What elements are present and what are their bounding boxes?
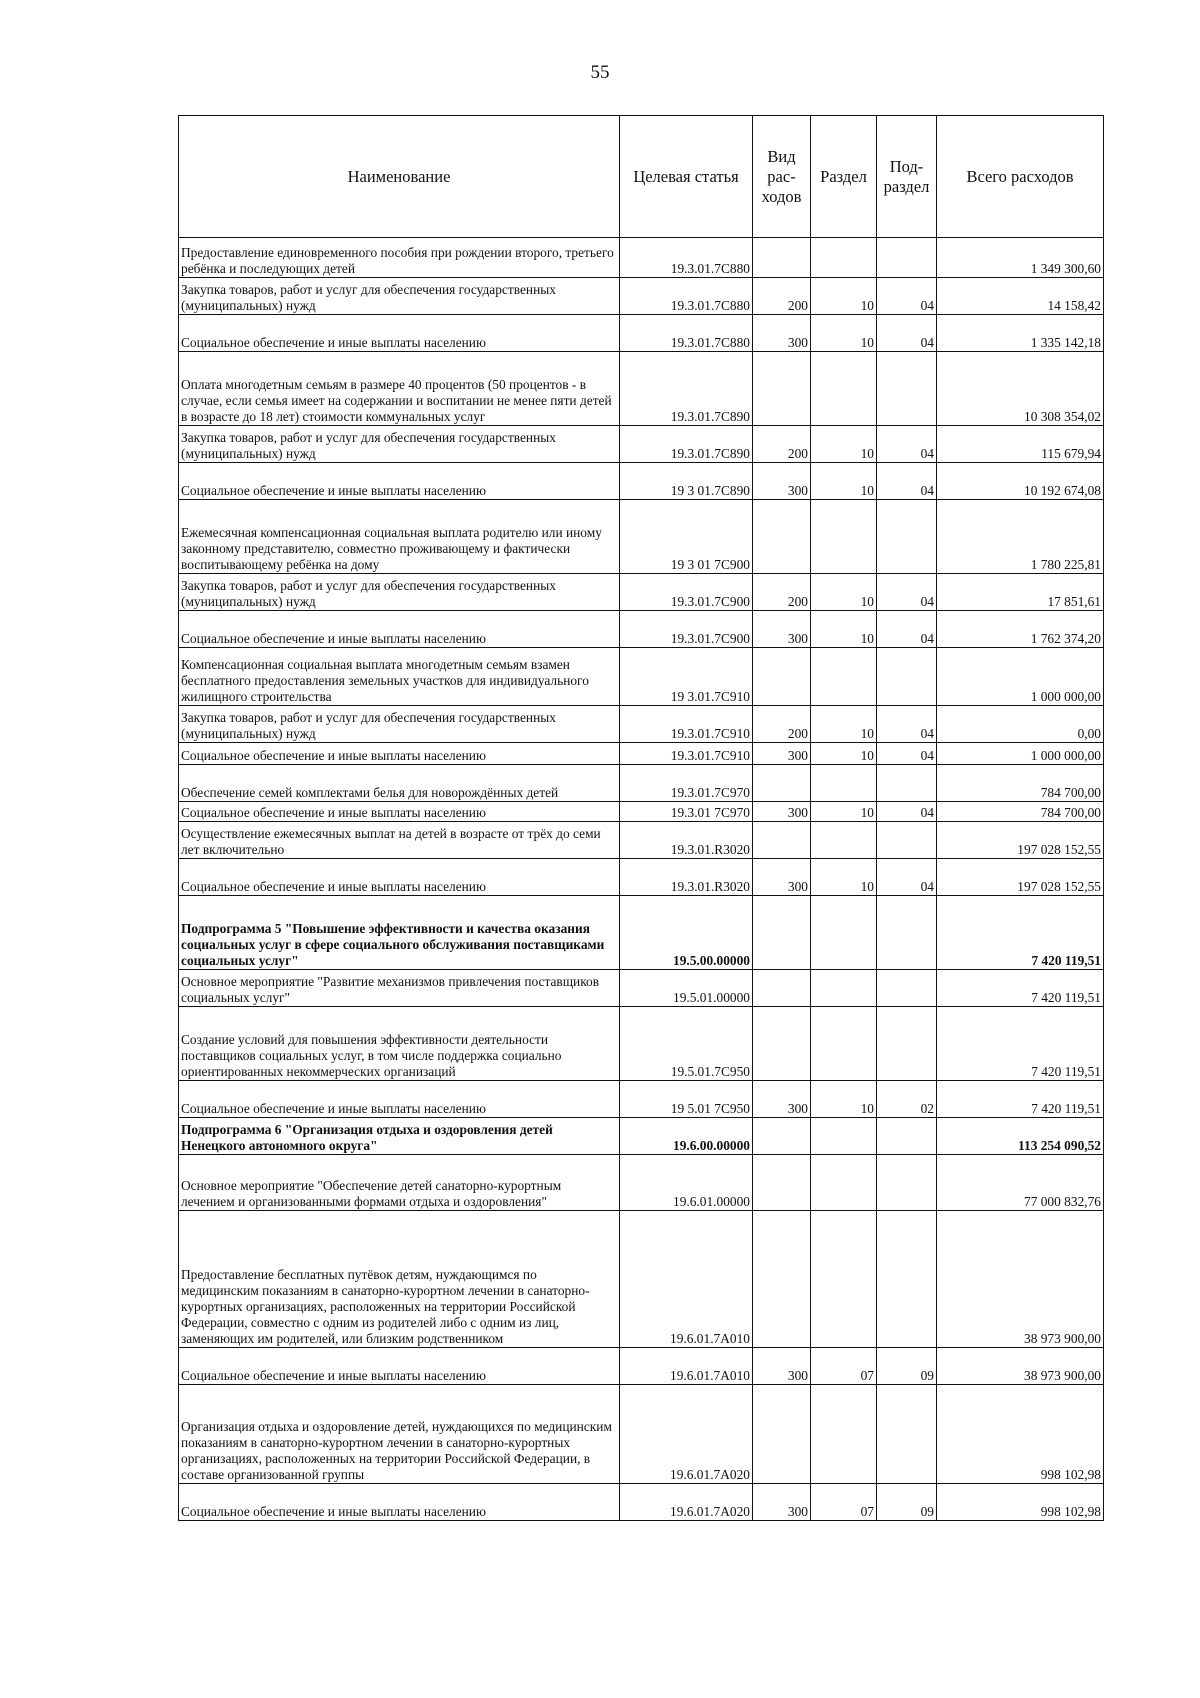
table-row bbox=[179, 426, 1104, 463]
row-total: 38 973 900,00 bbox=[937, 1211, 1104, 1348]
header-section: Раздел bbox=[811, 116, 877, 238]
row-section: 10 bbox=[811, 802, 877, 822]
row-subsection: 02 bbox=[877, 1081, 937, 1118]
row-name: Закупка товаров, работ и услуг для обеспечения государственных (муниципальных) нужд bbox=[179, 574, 620, 611]
row-section bbox=[811, 1118, 877, 1155]
table-row bbox=[179, 1211, 1104, 1348]
row-kind: 200 bbox=[753, 278, 811, 315]
row-total: 14 158,42 bbox=[937, 278, 1104, 315]
table-row bbox=[179, 611, 1104, 648]
row-kind bbox=[753, 648, 811, 706]
row-total: 998 102,98 bbox=[937, 1484, 1104, 1521]
table-row bbox=[179, 238, 1104, 278]
row-name: Социальное обеспечение и иные выплаты населению bbox=[179, 743, 620, 765]
row-name: Осуществление ежемесячных выплат на детей в возрасте от трёх до семи лет включительно bbox=[179, 822, 620, 859]
row-target: 19 3 01.7С890 bbox=[620, 463, 753, 500]
row-total: 113 254 090,52 bbox=[937, 1118, 1104, 1155]
row-name: Обеспечение семей комплектами белья для новорождённых детей bbox=[179, 765, 620, 802]
row-subsection bbox=[877, 765, 937, 802]
row-name: Закупка товаров, работ и услуг для обеспечения государственных (муниципальных) нужд bbox=[179, 278, 620, 315]
row-kind: 300 bbox=[753, 315, 811, 352]
row-section: 10 bbox=[811, 315, 877, 352]
table-row bbox=[179, 765, 1104, 802]
row-subsection bbox=[877, 1385, 937, 1484]
row-target: 19.3.01.R3020 bbox=[620, 859, 753, 896]
row-kind bbox=[753, 1118, 811, 1155]
row-subsection: 09 bbox=[877, 1348, 937, 1385]
row-kind: 200 bbox=[753, 574, 811, 611]
row-subsection: 04 bbox=[877, 802, 937, 822]
row-target: 19.6.01.7А010 bbox=[620, 1211, 753, 1348]
row-name: Социальное обеспечение и иные выплаты населению bbox=[179, 1081, 620, 1118]
header-total: Всего расходов bbox=[937, 116, 1104, 238]
row-total: 38 973 900,00 bbox=[937, 1348, 1104, 1385]
row-target: 19.6.01.00000 bbox=[620, 1155, 753, 1211]
row-subsection bbox=[877, 648, 937, 706]
row-section: 10 bbox=[811, 426, 877, 463]
table-row bbox=[179, 1348, 1104, 1385]
row-target: 19.3.01.7С890 bbox=[620, 352, 753, 426]
row-total: 784 700,00 bbox=[937, 802, 1104, 822]
table-body bbox=[179, 238, 1104, 1521]
row-subsection: 04 bbox=[877, 426, 937, 463]
table-row bbox=[179, 574, 1104, 611]
row-section: 07 bbox=[811, 1348, 877, 1385]
row-target: 19.3.01.7С910 bbox=[620, 706, 753, 743]
row-kind: 300 bbox=[753, 743, 811, 765]
row-kind: 300 bbox=[753, 859, 811, 896]
row-section bbox=[811, 970, 877, 1007]
row-target: 19.3.01 7С970 bbox=[620, 802, 753, 822]
row-name: Создание условий для повышения эффективности деятельности поставщиков социальных услуг, в том числе поддержка социально ориентированных некоммерческих организаций bbox=[179, 1007, 620, 1081]
row-subsection: 04 bbox=[877, 278, 937, 315]
row-section: 10 bbox=[811, 706, 877, 743]
row-target: 19.3.01.7С970 bbox=[620, 765, 753, 802]
row-section bbox=[811, 896, 877, 970]
row-name: Организация отдыха и оздоровление детей, нуждающихся по медицинским показаниям в санаторно-курортном лечении в санаторно-курортных организациях, расположенных на территории Российской Федерации, в составе организованной группы bbox=[179, 1385, 620, 1484]
row-total: 0,00 bbox=[937, 706, 1104, 743]
row-subsection: 04 bbox=[877, 611, 937, 648]
row-subsection bbox=[877, 238, 937, 278]
row-section bbox=[811, 500, 877, 574]
table-row bbox=[179, 802, 1104, 822]
row-subsection bbox=[877, 896, 937, 970]
table-row bbox=[179, 278, 1104, 315]
row-total: 77 000 832,76 bbox=[937, 1155, 1104, 1211]
row-subsection bbox=[877, 500, 937, 574]
row-target: 19.5.01.00000 bbox=[620, 970, 753, 1007]
row-target: 19.5.01.7С950 bbox=[620, 1007, 753, 1081]
row-kind: 300 bbox=[753, 1081, 811, 1118]
table-row bbox=[179, 1081, 1104, 1118]
row-section bbox=[811, 1211, 877, 1348]
row-target: 19 3.01.7С910 bbox=[620, 648, 753, 706]
row-kind bbox=[753, 896, 811, 970]
row-name: Основное мероприятие "Обеспечение детей санаторно-курортным лечением и организованными формами отдыха и оздоровления" bbox=[179, 1155, 620, 1211]
table-row bbox=[179, 1155, 1104, 1211]
row-kind bbox=[753, 1155, 811, 1211]
row-subsection: 04 bbox=[877, 743, 937, 765]
table-row bbox=[179, 896, 1104, 970]
row-total: 7 420 119,51 bbox=[937, 1007, 1104, 1081]
row-subsection: 09 bbox=[877, 1484, 937, 1521]
table-row bbox=[179, 743, 1104, 765]
row-target: 19.6.00.00000 bbox=[620, 1118, 753, 1155]
row-name: Основное мероприятие "Развитие механизмов привлечения поставщиков социальных услуг" bbox=[179, 970, 620, 1007]
row-name: Предоставление бесплатных путёвок детям, нуждающимся по медицинским показаниям в санаторно-курортном лечении в санаторно-курортных организациях, расположенных на территории Российской Федерации, совместно с одним из родителей либо с одним из лиц, заменяющих им родителей, или близким родственником bbox=[179, 1211, 620, 1348]
row-section bbox=[811, 648, 877, 706]
row-section: 10 bbox=[811, 463, 877, 500]
row-total: 1 335 142,18 bbox=[937, 315, 1104, 352]
row-kind: 200 bbox=[753, 706, 811, 743]
row-subsection: 04 bbox=[877, 859, 937, 896]
row-name: Социальное обеспечение и иные выплаты населению bbox=[179, 802, 620, 822]
row-section: 10 bbox=[811, 1081, 877, 1118]
row-target: 19.3.01.7С880 bbox=[620, 315, 753, 352]
row-target: 19.3.01.7С880 bbox=[620, 278, 753, 315]
row-target: 19.3.01.7С900 bbox=[620, 611, 753, 648]
row-kind bbox=[753, 1007, 811, 1081]
row-target: 19.3.01.7С910 bbox=[620, 743, 753, 765]
row-kind: 300 bbox=[753, 463, 811, 500]
row-target: 19 3 01 7С900 bbox=[620, 500, 753, 574]
row-name: Закупка товаров, работ и услуг для обеспечения государственных (муниципальных) нужд bbox=[179, 426, 620, 463]
row-name: Ежемесячная компенсационная социальная выплата родителю или иному законному представителю, совместно проживающему и фактически воспитывающему ребёнка на дому bbox=[179, 500, 620, 574]
row-total: 1 000 000,00 bbox=[937, 648, 1104, 706]
row-subsection bbox=[877, 822, 937, 859]
row-name: Социальное обеспечение и иные выплаты населению bbox=[179, 463, 620, 500]
table-row bbox=[179, 822, 1104, 859]
row-subsection bbox=[877, 970, 937, 1007]
row-kind: 300 bbox=[753, 802, 811, 822]
row-section bbox=[811, 1385, 877, 1484]
row-target: 19.6.01.7А020 bbox=[620, 1484, 753, 1521]
row-subsection: 04 bbox=[877, 706, 937, 743]
row-kind: 300 bbox=[753, 1484, 811, 1521]
row-target: 19.3.01.7С890 bbox=[620, 426, 753, 463]
page-number: 55 bbox=[590, 62, 610, 83]
table-row bbox=[179, 352, 1104, 426]
row-total: 197 028 152,55 bbox=[937, 859, 1104, 896]
table-row bbox=[179, 1118, 1104, 1155]
table-row bbox=[179, 315, 1104, 352]
row-subsection bbox=[877, 1007, 937, 1081]
row-target: 19.6.01.7А010 bbox=[620, 1348, 753, 1385]
row-section: 10 bbox=[811, 611, 877, 648]
header-kind: Вид рас-ходов bbox=[753, 116, 811, 238]
row-section bbox=[811, 822, 877, 859]
row-section: 10 bbox=[811, 574, 877, 611]
row-target: 19 5.01 7С950 bbox=[620, 1081, 753, 1118]
table-row bbox=[179, 706, 1104, 743]
row-kind: 300 bbox=[753, 611, 811, 648]
row-name: Социальное обеспечение и иные выплаты населению bbox=[179, 611, 620, 648]
row-section: 10 bbox=[811, 278, 877, 315]
row-target: 19.3.01.R3020 bbox=[620, 822, 753, 859]
row-kind bbox=[753, 765, 811, 802]
table-row bbox=[179, 500, 1104, 574]
row-total: 7 420 119,51 bbox=[937, 896, 1104, 970]
row-kind: 200 bbox=[753, 426, 811, 463]
row-total: 115 679,94 bbox=[937, 426, 1104, 463]
row-name: Компенсационная социальная выплата многодетным семьям взамен бесплатного предоставления земельных участков для индивидуального жилищного строительства bbox=[179, 648, 620, 706]
row-total: 1 000 000,00 bbox=[937, 743, 1104, 765]
row-kind bbox=[753, 970, 811, 1007]
row-subsection bbox=[877, 352, 937, 426]
row-section bbox=[811, 765, 877, 802]
row-total: 197 028 152,55 bbox=[937, 822, 1104, 859]
row-kind bbox=[753, 822, 811, 859]
row-name: Подпрограмма 5 "Повышение эффективности и качества оказания социальных услуг в сфере социального обслуживания поставщиками социальных услуг" bbox=[179, 896, 620, 970]
row-total: 1 762 374,20 bbox=[937, 611, 1104, 648]
row-total: 7 420 119,51 bbox=[937, 1081, 1104, 1118]
row-subsection bbox=[877, 1155, 937, 1211]
table-row bbox=[179, 1484, 1104, 1521]
table-header-row bbox=[179, 116, 1104, 238]
row-total: 10 192 674,08 bbox=[937, 463, 1104, 500]
table-row bbox=[179, 970, 1104, 1007]
table-row bbox=[179, 1007, 1104, 1081]
row-target: 19.3.01.7С900 bbox=[620, 574, 753, 611]
row-total: 998 102,98 bbox=[937, 1385, 1104, 1484]
table-row bbox=[179, 648, 1104, 706]
header-subsection: Под-раздел bbox=[877, 116, 937, 238]
row-name: Закупка товаров, работ и услуг для обеспечения государственных (муниципальных) нужд bbox=[179, 706, 620, 743]
row-target: 19.5.00.00000 bbox=[620, 896, 753, 970]
row-section: 10 bbox=[811, 743, 877, 765]
row-total: 10 308 354,02 bbox=[937, 352, 1104, 426]
row-section bbox=[811, 238, 877, 278]
row-section bbox=[811, 1155, 877, 1211]
row-section: 10 bbox=[811, 859, 877, 896]
table-row bbox=[179, 463, 1104, 500]
row-total: 784 700,00 bbox=[937, 765, 1104, 802]
row-total: 7 420 119,51 bbox=[937, 970, 1104, 1007]
row-target: 19.6.01.7А020 bbox=[620, 1385, 753, 1484]
row-total: 1 780 225,81 bbox=[937, 500, 1104, 574]
header-target: Целевая статья bbox=[620, 116, 753, 238]
table-row bbox=[179, 1385, 1104, 1484]
row-name: Подпрограмма 6 "Организация отдыха и оздоровления детей Ненецкого автономного округа" bbox=[179, 1118, 620, 1155]
table-row bbox=[179, 859, 1104, 896]
row-subsection: 04 bbox=[877, 463, 937, 500]
row-name: Оплата многодетным семьям в размере 40 процентов (50 процентов - в случае, если семья имеет на содержании и воспитании не менее пяти детей в возрасте до 18 лет) стоимости коммунальных услуг bbox=[179, 352, 620, 426]
row-section bbox=[811, 352, 877, 426]
row-section bbox=[811, 1007, 877, 1081]
row-kind: 300 bbox=[753, 1348, 811, 1385]
row-subsection bbox=[877, 1118, 937, 1155]
row-name: Социальное обеспечение и иные выплаты населению bbox=[179, 315, 620, 352]
row-kind bbox=[753, 352, 811, 426]
row-kind bbox=[753, 238, 811, 278]
row-target: 19.3.01.7С880 bbox=[620, 238, 753, 278]
row-total: 1 349 300,60 bbox=[937, 238, 1104, 278]
row-total: 17 851,61 bbox=[937, 574, 1104, 611]
row-section: 07 bbox=[811, 1484, 877, 1521]
row-name: Предоставление единовременного пособия при рождении второго, третьего ребёнка и последующих детей bbox=[179, 238, 620, 278]
header-name: Наименование bbox=[179, 116, 620, 238]
row-name: Социальное обеспечение и иные выплаты населению bbox=[179, 1484, 620, 1521]
row-kind bbox=[753, 500, 811, 574]
row-kind bbox=[753, 1211, 811, 1348]
row-subsection: 04 bbox=[877, 574, 937, 611]
row-subsection: 04 bbox=[877, 315, 937, 352]
row-subsection bbox=[877, 1211, 937, 1348]
row-kind bbox=[753, 1385, 811, 1484]
row-name: Социальное обеспечение и иные выплаты населению bbox=[179, 859, 620, 896]
budget-table bbox=[178, 115, 1104, 1521]
row-name: Социальное обеспечение и иные выплаты населению bbox=[179, 1348, 620, 1385]
